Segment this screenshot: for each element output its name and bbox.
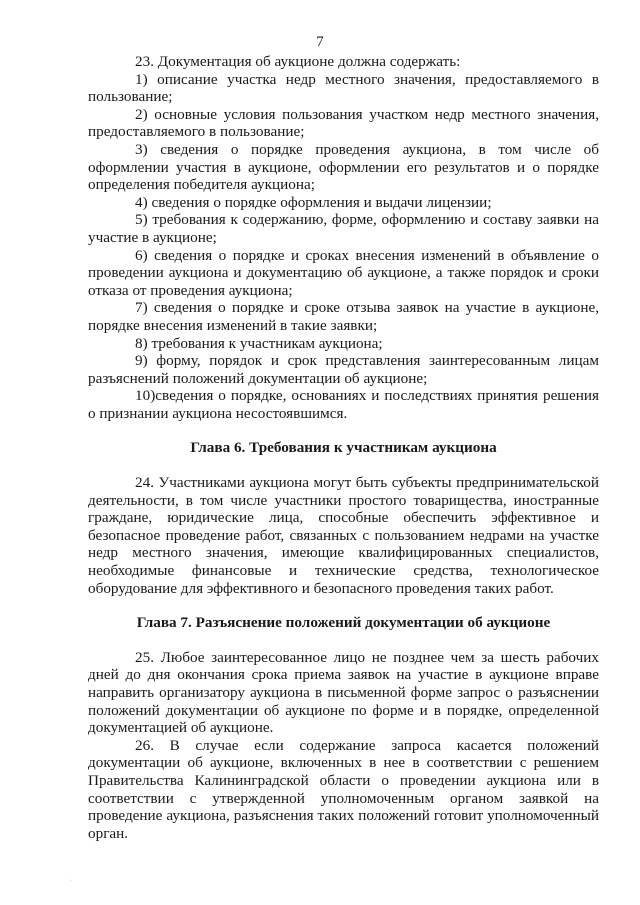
chapter-6-heading: Глава 6. Требования к участникам аукциона — [190, 439, 497, 457]
paragraph-23-item-6: 6) сведения о порядке и сроках внесения изменений в объявление о проведении аукциона и документацию об аукционе, а также порядок и сроки отказа от проведения аукциона; — [88, 246, 599, 299]
paragraph-23-item-10: 10)сведения о порядке, основаниях и последствиях принятия решения о признании аукциона несостоявшимся. — [88, 387, 599, 422]
scan-dot-mark: · — [70, 878, 72, 885]
paragraph-23: 23. Документация об аукционе должна содержать: — [135, 53, 461, 70]
paragraph-23-item-9: 9) форму, порядок и срок представления заинтересованным лицам разъяснений положений документации об аукционе; — [88, 352, 599, 387]
paragraph-24: 24. Участниками аукциона могут быть субъекты предпринимательской деятельности, в том числе участники простого товарищества, иностранные граждане, юридические лица, способные обеспечить эффективное и безопасное проведение работ, связанных с пользованием недрами на участке недр местного значения, имеющие квалифицированных специалистов, необходимые финансовые и технические средства, технологическое оборудование для эффективного и безопасного проведения таких работ. — [88, 474, 599, 597]
page-number: 7 — [316, 34, 324, 50]
paragraph-26: 26. В случае если содержание запроса касается положений документации об аукционе, включенных в нее в соответствии с решением Правительства Калининградской области о проведении аукциона или в соответствии с утвержденной уполномоченным органом заявкой на проведение аукциона, разъяснения таких положений готовит уполномоченный орган. — [88, 736, 599, 842]
paragraph-23-item-7: 7) сведения о порядке и сроке отзыва заявок на участие в аукционе, порядке внесения изменений в такие заявки; — [88, 299, 599, 334]
paragraph-23-item-1: 1) описание участка недр местного значения, предоставляемого в пользование; — [88, 70, 599, 106]
paragraph-25: 25. Любое заинтересованное лицо не позднее чем за шесть рабочих дней до дня окончания срока приема заявок на участие в аукционе вправе направить организатору аукциона в письменной форме запрос о разъяснении положений документации об аукционе по форме и в порядке, определенной документацией об аукционе. — [88, 648, 599, 737]
paragraph-23-item-2: 2) основные условия пользования участком недр местного значения, предоставляемого в пользование; — [88, 105, 599, 141]
paragraph-23-item-4: 4) сведения о порядке оформления и выдачи лицензии; — [135, 193, 492, 211]
paragraph-23-item-5: 5) требования к содержанию, форме, оформлению и составу заявки на участие в аукционе; — [88, 211, 599, 246]
chapter-7-heading: Глава 7. Разъяснение положений документации об аукционе — [136, 614, 551, 632]
paragraph-23-item-8: 8) требования к участникам аукциона; — [135, 334, 383, 352]
document-body — [88, 53, 599, 842]
paragraph-23-item-3: 3) сведения о порядке проведения аукциона, в том числе об оформлении участия в аукционе, оформлении его результатов и о порядке определения победителя аукциона; — [88, 140, 599, 194]
